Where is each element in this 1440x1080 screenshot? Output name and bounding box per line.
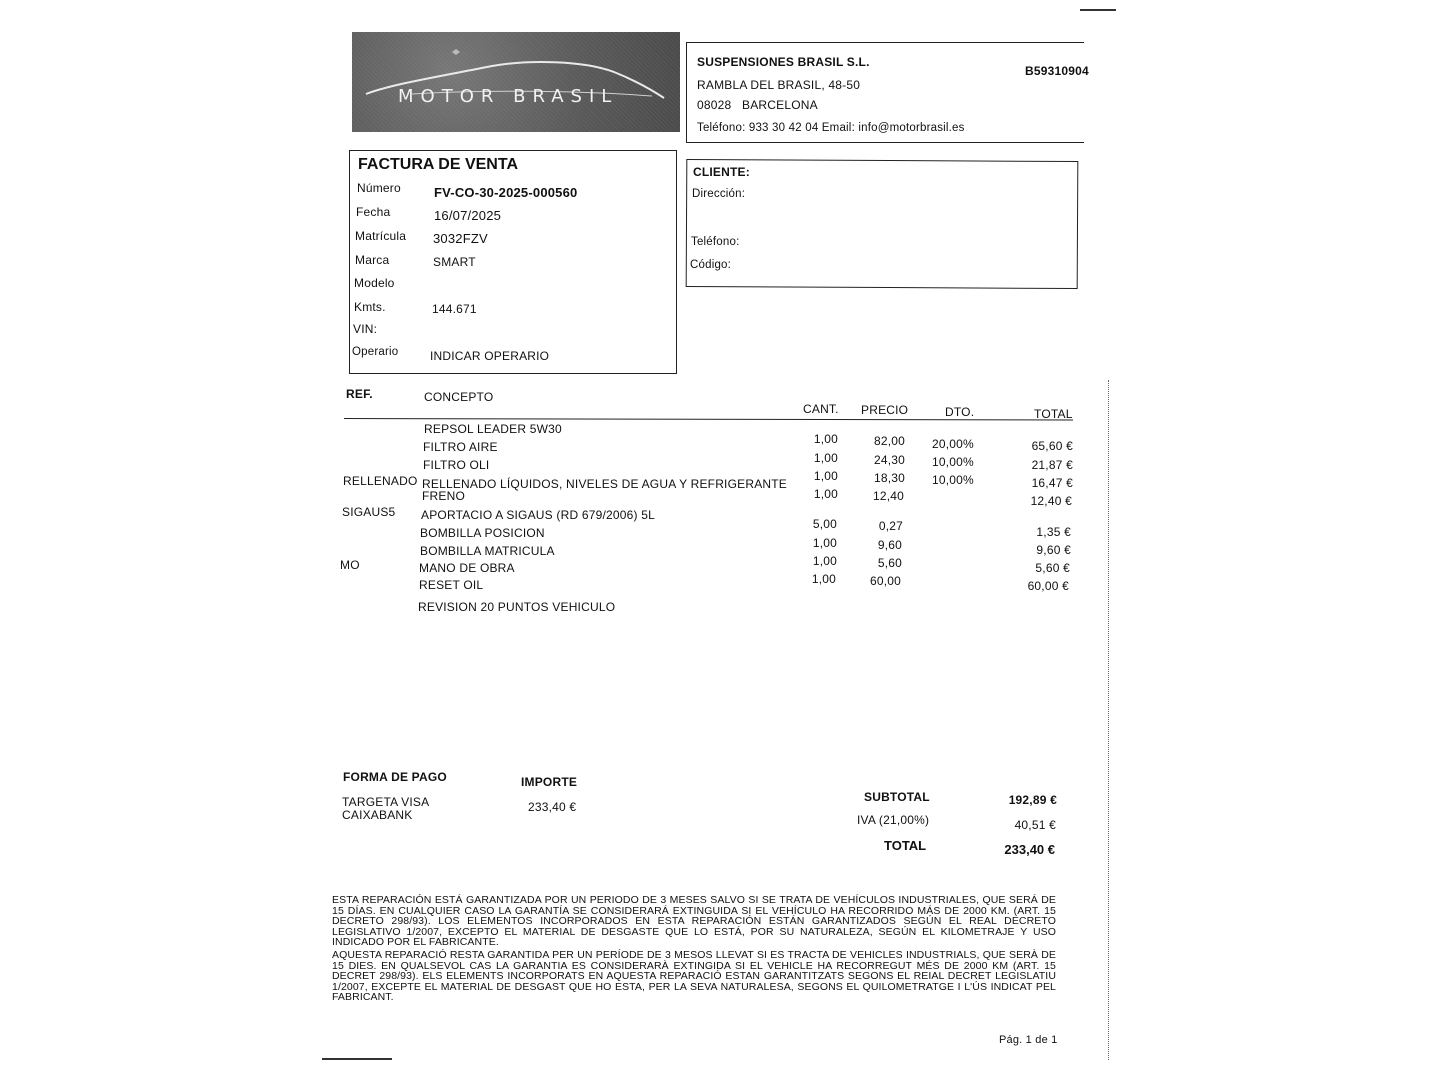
company-tax-id: B59310904 — [1025, 64, 1089, 78]
company-box-bottom-border — [686, 142, 1084, 143]
company-name: SUSPENSIONES BRASIL S.L. — [697, 55, 870, 69]
line-price: 18,30 — [873, 471, 905, 485]
payment-amount: 233,40 € — [528, 800, 577, 814]
line-total: 12,40 € — [1030, 494, 1072, 508]
line-total: 21,87 € — [1031, 458, 1073, 472]
line-total: 65,60 € — [1031, 439, 1073, 453]
subtotal-value: 192,89 € — [1008, 793, 1057, 807]
client-address-label: Dirección: — [692, 188, 746, 200]
line-price: 60,00 — [869, 574, 901, 588]
client-title: CLIENTE: — [693, 165, 750, 179]
company-address: RAMBLA DEL BRASIL, 48-50 — [697, 78, 861, 92]
company-box-top-border — [686, 42, 1084, 43]
line-concept: REVISION 20 PUNTOS VEHICULO — [418, 600, 616, 614]
invoice-plate: 3032FZV — [433, 231, 488, 246]
col-header-qty: CANT. — [803, 402, 839, 416]
invoice-label-model: Modelo — [354, 276, 395, 290]
line-total: 1,35 € — [1036, 525, 1071, 539]
invoice-title: FACTURA DE VENTA — [358, 156, 518, 173]
line-concept: FILTRO OLI — [423, 458, 490, 472]
line-price: 12,40 — [872, 489, 904, 503]
page-number: Pág. 1 de 1 — [999, 1034, 1058, 1046]
invoice-operator: INDICAR OPERARIO — [430, 349, 550, 363]
line-qty: 1,00 — [813, 487, 838, 501]
col-header-concept: CONCEPTO — [424, 390, 494, 404]
car-silhouette-icon — [352, 32, 680, 132]
line-total: 16,47 € — [1031, 476, 1073, 490]
iva-label: IVA (21,00%) — [857, 813, 930, 827]
company-contact: Teléfono: 933 30 42 04 Email: info@motorbrasil.es — [697, 122, 965, 134]
scan-edge-artifact — [1108, 380, 1109, 1060]
col-header-ref: REF. — [346, 387, 373, 401]
line-ref: MO — [340, 558, 360, 572]
line-concept: REPSOL LEADER 5W30 — [424, 422, 562, 436]
scan-artifact — [322, 1058, 392, 1060]
line-price: 0,27 — [878, 519, 903, 533]
invoice-brand: SMART — [433, 255, 476, 269]
iva-value: 40,51 € — [1014, 818, 1056, 832]
line-price: 9,60 — [877, 538, 902, 552]
payment-method-header: FORMA DE PAGO — [343, 770, 447, 784]
line-qty: 1,00 — [813, 432, 838, 446]
line-concept: BOMBILLA POSICION — [420, 526, 545, 540]
total-value: 233,40 € — [1004, 842, 1055, 857]
subtotal-label: SUBTOTAL — [864, 790, 930, 804]
col-header-total: TOTAL — [1034, 407, 1073, 421]
line-price: 24,30 — [873, 453, 905, 467]
line-concept: BOMBILLA MATRICULA — [420, 544, 555, 558]
invoice-km: 144.671 — [432, 302, 477, 316]
line-total: 5,60 € — [1035, 561, 1070, 575]
col-header-price: PRECIO — [861, 403, 909, 417]
invoice-label-number: Número — [357, 181, 401, 195]
invoice-label-plate: Matrícula — [355, 229, 407, 243]
invoice-label-brand: Marca — [355, 253, 390, 267]
legal-text-catalan: AQUESTA REPARACIÓ RESTA GARANTIDA PER UN PERÍODE DE 3 MESOS LLEVAT SI ES TRACTA DE VEHICLES INDUSTRIALS, QUE SERÀ DE 15 DIES. EN QUALSEVOL CAS LA GARANTIA ES CONSIDERARÀ EXTINGIDA SI EL VEHICLE HA RECORREGUT MÉS DE 2000 KM (ART. 15 DECRET 298/93). ELS ELEMENTS INCORPORATS EN AQUESTA REPARACIÓ ESTAN GARANTITZATS SEGONS EL REIAL DECRET LEGISLATIU 1/2007, EXCEPTE EL MATERIAL DE DESGAST QUE HO ESTA, PER LA SEVA NATURALESA, SEGONS EL QUILOMETRATGE I L'ÚS INDICAT PEL FABRICANT. — [332, 949, 1056, 1003]
company-logo — [352, 32, 680, 132]
total-label: TOTAL — [884, 838, 927, 853]
payment-method-line1: TARGETA VISA — [342, 795, 430, 809]
invoice-label-km: Kmts. — [354, 300, 386, 314]
company-postal-code: 08028 — [697, 98, 732, 112]
line-qty: 1,00 — [813, 451, 838, 465]
scan-artifact — [1080, 9, 1116, 11]
line-qty: 1,00 — [811, 572, 836, 586]
line-qty: 1,00 — [813, 469, 838, 483]
line-concept: RELLENADO LÍQUIDOS, NIVELES DE AGUA Y REFRIGERANTE FRENO — [422, 477, 787, 503]
line-total: 9,60 € — [1036, 543, 1071, 557]
payment-amount-header: IMPORTE — [521, 775, 578, 789]
line-qty: 1,00 — [812, 554, 837, 568]
invoice-label-vin: VIN: — [353, 322, 378, 336]
company-box-left-border — [686, 42, 687, 142]
invoice-label-date: Fecha — [356, 205, 391, 219]
line-concept: RESET OIL — [419, 578, 484, 592]
invoice-label-operator: Operario — [352, 346, 399, 358]
line-concept: MANO DE OBRA — [419, 561, 515, 575]
line-price: 5,60 — [877, 556, 902, 570]
line-qty: 5,00 — [812, 517, 837, 531]
legal-text-spanish: ESTA REPARACIÓN ESTÁ GARANTIZADA POR UN PERIODO DE 3 MESES SALVO SI SE TRATA DE VEHÍCULOS INDUSTRIALES, QUE SERÁ DE 15 DÍAS. EN CUALQUIER CASO LA GARANTÍA SE CONSIDERARÁ EXTINGUIDA SI EL VEHÍCULO HA RECORRIDO MÁS DE 2000 KM. (ART. 15 DECRETO 298/93). LOS ELEMENTOS INCORPORADOS EN ESTA REPARACIÓN ESTÁN GARANTIZADOS SEGÚN EL REAL DECRETO LEGISLATIVO 1/2007, EXCEPTO EL MATERIAL DE DESGASTE QUE LO ESTÁ, POR SU NATURALEZA, SEGÚN EL KILOMETRAJE Y USO INDICADO POR EL FABRICANTE. — [332, 894, 1056, 948]
logo-text: MOTOR BRASIL — [398, 86, 619, 107]
line-discount: 10,00% — [932, 473, 974, 487]
line-ref: RELLENADO — [343, 474, 418, 488]
table-header-rule — [344, 418, 1073, 421]
line-concept: FILTRO AIRE — [423, 440, 498, 454]
line-qty: 1,00 — [812, 536, 837, 550]
line-total: 60,00 € — [1027, 579, 1069, 593]
line-concept: APORTACIO A SIGAUS (RD 679/2006) 5L — [421, 508, 655, 522]
line-price: 82,00 — [873, 434, 905, 448]
payment-method-line2: CAIXABANK — [342, 808, 413, 822]
line-discount: 20,00% — [932, 437, 974, 451]
client-phone-label: Teléfono: — [691, 236, 740, 248]
company-city: BARCELONA — [742, 98, 818, 112]
line-discount: 10,00% — [932, 455, 974, 469]
line-ref: SIGAUS5 — [342, 505, 396, 519]
client-code-label: Código: — [690, 259, 732, 271]
invoice-date: 16/07/2025 — [434, 208, 502, 223]
invoice-number: FV-CO-30-2025-000560 — [434, 185, 578, 200]
col-header-discount: DTO. — [945, 405, 975, 419]
